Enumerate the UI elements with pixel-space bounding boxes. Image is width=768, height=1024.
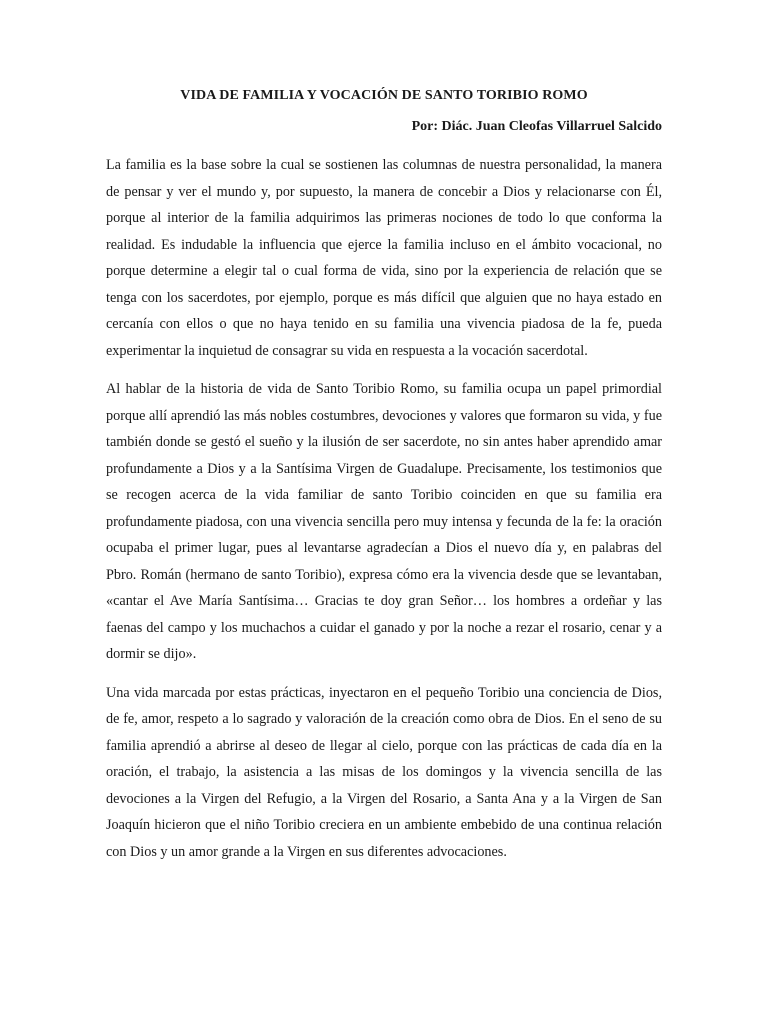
document-author: Por: Diác. Juan Cleofas Villarruel Salcido bbox=[411, 119, 662, 134]
paragraph-1: La familia es la base sobre la cual se sostienen las columnas de nuestra personalidad, la manera de pensar y ver el mundo y, por supuesto, la manera de concebir a Dios y relacionarse con Él, porque al interior de la familia adquirimos las primeras nociones de todo lo que conforma la realidad. Es indudable la influencia que ejerce la familia incluso en el ámbito vocacional, no porque determine a elegir tal o cual forma de vida, sino por la experiencia de relación que se tenga con los sacerdotes, por ejemplo, porque es más difícil que alguien que no haya estado en cercanía con ellos o que no haya tenido en su familia una vivencia piadosa de la fe, pueda experimentar la inquietud de consagrar su vida en respuesta a la vocación sacerdotal. bbox=[106, 157, 662, 359]
paragraph-3: Una vida marcada por estas prácticas, inyectaron en el pequeño Toribio una conciencia de Dios, de fe, amor, respeto a lo sagrado y valoración de la creación como obra de Dios. En el seno de su familia aprendió a abrirse al deseo de llegar al cielo, porque con las prácticas de cada día en la oración, el trabajo, la asistencia a las misas de los domingos y la vivencia sencilla de las devociones a la Virgen del Refugio, a la Virgen del Rosario, a Santa Ana y a la Virgen de San Joaquín hicieron que el niño Toribio creciera en un ambiente embebido de una continua relación con Dios y un amor grande a la Virgen en sus diferentes advocaciones. bbox=[106, 684, 662, 860]
document-title: VIDA DE FAMILIA Y VOCACIÓN DE SANTO TORIBIO ROMO bbox=[180, 88, 588, 103]
paragraph-2: Al hablar de la historia de vida de Santo Toribio Romo, su familia ocupa un papel primordial porque allí aprendió las más nobles costumbres, devociones y valores que formaron su vida, y fue también donde se gestó el sueño y la ilusión de ser sacerdote, no sin antes haber aprendido amar profundamente a Dios y a la Santísima Virgen de Guadalupe. Precisamente, los testimonios que se recogen acerca de la vida familiar de santo Toribio coinciden en que su familia era profundamente piadosa, con una vivencia sencilla pero muy intensa y fecunda de la fe: la oración ocupaba el primer lugar, pues al levantarse agradecían a Dios el nuevo día y, en palabras del Pbro. Román (hermano de santo Toribio), expresa cómo era la vivencia desde que se levantaban, «cantar el Ave María Santísima… Gracias te doy gran Señor… los hombres a ordeñar y las faenas del campo y los muchachos a cuidar el ganado y por la noche a rezar el rosario, cenar y a dormir se dijo». bbox=[106, 381, 662, 662]
